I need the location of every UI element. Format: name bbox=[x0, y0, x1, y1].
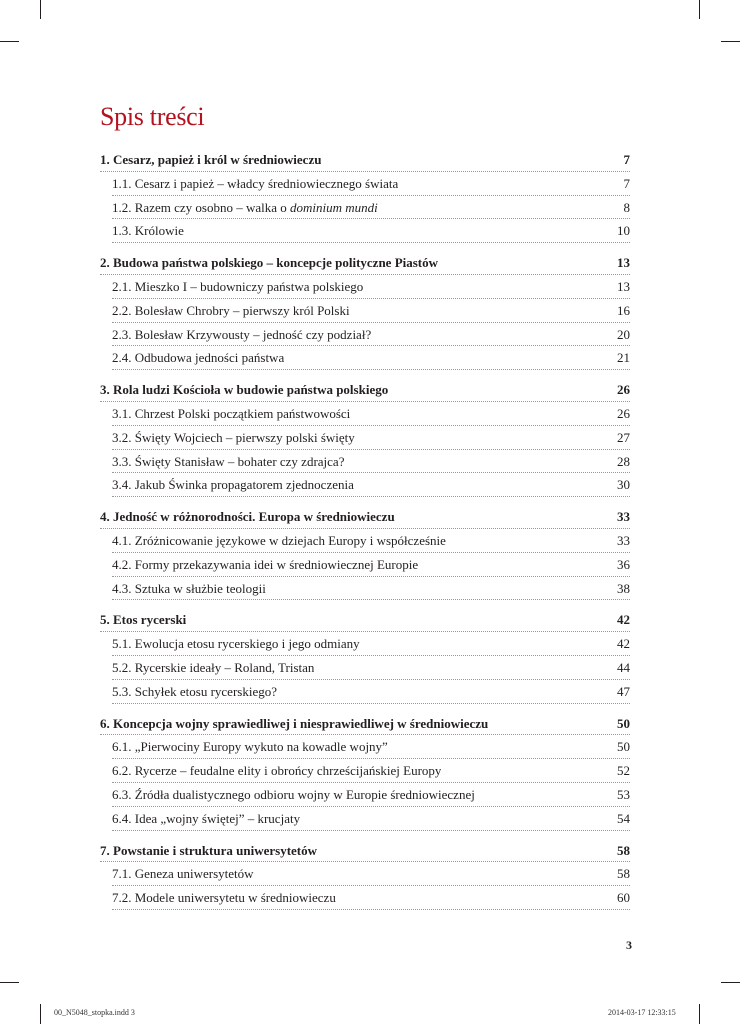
section-title: 6.3. Źródła dualistycznego odbioru wojny w Europie średniowiecznej bbox=[112, 786, 475, 802]
section-title: 5.2. Rycerskie ideały – Roland, Tristan bbox=[112, 659, 315, 675]
section-page-number: 52 bbox=[617, 763, 630, 779]
section-page-number: 16 bbox=[617, 302, 630, 318]
section-title-text bbox=[112, 553, 418, 577]
toc-section-entry[interactable] bbox=[112, 299, 630, 323]
section-title-text bbox=[112, 196, 378, 220]
section-title: 1.2. Razem czy osobno – walka o bbox=[112, 199, 290, 215]
toc-section-entry[interactable] bbox=[112, 577, 630, 601]
toc-chapter-entry[interactable] bbox=[100, 505, 630, 529]
section-title-text bbox=[112, 426, 355, 450]
toc-chapter-entry[interactable] bbox=[100, 608, 630, 632]
section-title-text bbox=[112, 807, 300, 831]
section-title-text bbox=[112, 323, 371, 347]
crop-mark-top-right-v bbox=[699, 0, 700, 19]
section-title-italic: dominium mundi bbox=[289, 199, 378, 215]
section-title: 7.2. Modele uniwersytetu w średniowieczu bbox=[112, 890, 336, 906]
chapter-page-number: 13 bbox=[617, 255, 630, 271]
section-title: 7.1. Geneza uniwersytetów bbox=[112, 866, 254, 882]
section-page-number: 33 bbox=[617, 532, 630, 548]
section-title: 1.1. Cesarz i papież – władcy średniowiecznego świata bbox=[112, 175, 399, 191]
toc-chapter bbox=[100, 378, 630, 497]
section-title-text bbox=[112, 346, 284, 370]
section-title-text bbox=[112, 886, 336, 910]
section-title-text bbox=[112, 735, 388, 759]
chapter-page-number: 33 bbox=[617, 509, 630, 525]
crop-mark-bottom-right-v bbox=[699, 1004, 700, 1024]
crop-mark-top-left-v bbox=[40, 0, 41, 19]
toc-chapter bbox=[100, 839, 630, 910]
chapter-page-number: 7 bbox=[623, 152, 630, 167]
slug-file-info: 00_N5048_stopka.indd 3 bbox=[54, 1008, 135, 1017]
section-title: 6.4. Idea „wojny świętej” – krucjaty bbox=[112, 810, 301, 826]
toc-section-entry[interactable] bbox=[112, 172, 630, 196]
section-title-text bbox=[112, 275, 363, 299]
section-page-number: 26 bbox=[617, 405, 630, 421]
section-page-number: 54 bbox=[617, 810, 630, 826]
toc-chapter-entry[interactable] bbox=[100, 378, 630, 402]
chapter-title: 4. Jedność w różnorodności. Europa w średniowieczu bbox=[100, 509, 395, 525]
section-title: 4.1. Zróżnicowanie językowe w dziejach Europy i współcześnie bbox=[112, 532, 446, 548]
section-title-text bbox=[112, 862, 254, 886]
toc-section-entry[interactable] bbox=[112, 473, 630, 497]
chapter-title: 6. Koncepcja wojny sprawiedliwej i niesprawiedliwej w średniowieczu bbox=[100, 715, 489, 731]
toc-section-entry[interactable] bbox=[112, 553, 630, 577]
toc-section-entry[interactable] bbox=[112, 656, 630, 680]
section-title-text bbox=[112, 529, 446, 553]
section-page-number: 13 bbox=[617, 278, 630, 294]
section-title-text bbox=[112, 632, 360, 656]
section-title: 4.2. Formy przekazywania idei w średniowiecznej Europie bbox=[112, 556, 419, 572]
crop-mark-bottom-right-h bbox=[721, 982, 740, 983]
toc-chapter bbox=[100, 148, 630, 243]
section-page-number: 20 bbox=[617, 326, 630, 342]
toc-chapter bbox=[100, 712, 630, 831]
section-page-number: 21 bbox=[617, 350, 630, 366]
section-title: 4.3. Sztuka w służbie teologii bbox=[112, 580, 266, 596]
crop-mark-bottom-left-v bbox=[40, 1004, 41, 1024]
chapter-title: 7. Powstanie i struktura uniwersytetów bbox=[100, 842, 318, 858]
section-title: 2.3. Bolesław Krzywousty – jedność czy podział? bbox=[112, 326, 372, 342]
section-title-text bbox=[112, 680, 277, 704]
toc-section-entry[interactable] bbox=[112, 735, 630, 759]
toc-chapter bbox=[100, 505, 630, 600]
toc-chapter-entry[interactable] bbox=[100, 148, 630, 172]
toc-section-entry[interactable] bbox=[112, 426, 630, 450]
section-title-text bbox=[112, 172, 398, 196]
section-page-number: 53 bbox=[617, 786, 630, 802]
section-title: 5.1. Ewolucja etosu rycerskiego i jego odmiany bbox=[112, 636, 360, 652]
section-title-text bbox=[112, 299, 350, 323]
chapter-page-number: 58 bbox=[617, 842, 630, 858]
toc-section-entry[interactable] bbox=[112, 783, 630, 807]
chapter-page-number: 26 bbox=[617, 382, 630, 398]
section-title: 2.2. Bolesław Chrobry – pierwszy król Polski bbox=[112, 302, 350, 318]
toc-chapter bbox=[100, 608, 630, 703]
section-title-text bbox=[112, 219, 184, 243]
section-page-number: 7 bbox=[623, 175, 630, 191]
section-page-number: 27 bbox=[617, 429, 630, 445]
toc-section-entry[interactable] bbox=[112, 346, 630, 370]
crop-mark-top-right-h bbox=[721, 41, 740, 42]
section-title-text bbox=[112, 656, 314, 680]
section-page-number: 50 bbox=[617, 739, 630, 755]
section-page-number: 42 bbox=[617, 636, 630, 652]
section-title: 6.2. Rycerze – feudalne elity i obrońcy chrześcijańskiej Europy bbox=[112, 763, 442, 779]
section-page-number: 44 bbox=[617, 659, 630, 675]
section-title: 3.3. Święty Stanisław – bohater czy zdrajca? bbox=[112, 453, 345, 469]
section-title: 2.1. Mieszko I – budowniczy państwa polskiego bbox=[112, 278, 364, 294]
section-title-text bbox=[112, 450, 344, 474]
section-title: 3.2. Święty Wojciech – pierwszy polski święty bbox=[112, 429, 355, 445]
chapter-title: 2. Budowa państwa polskiego – koncepcje polityczne Piastów bbox=[100, 255, 439, 271]
page-title: Spis treści bbox=[100, 102, 205, 131]
section-title: 6.1. „Pierwociny Europy wykuto na kowadle wojny” bbox=[112, 739, 388, 755]
section-page-number: 47 bbox=[617, 683, 630, 699]
toc-section-entry[interactable] bbox=[112, 323, 630, 347]
section-page-number: 36 bbox=[617, 556, 630, 572]
section-page-number: 28 bbox=[617, 453, 630, 469]
section-page-number: 60 bbox=[617, 890, 630, 906]
toc-chapter-entry[interactable] bbox=[100, 712, 630, 736]
toc-section-entry[interactable] bbox=[112, 680, 630, 704]
section-title-text bbox=[112, 473, 354, 497]
toc-section-entry[interactable] bbox=[112, 219, 630, 243]
section-title-text bbox=[112, 783, 475, 807]
toc-chapter bbox=[100, 251, 630, 370]
toc-chapter-entry[interactable] bbox=[100, 251, 630, 275]
section-page-number: 8 bbox=[623, 199, 630, 215]
chapter-page-number: 50 bbox=[617, 715, 630, 731]
section-title: 5.3. Schyłek etosu rycerskiego? bbox=[112, 683, 277, 699]
section-page-number: 38 bbox=[617, 580, 630, 596]
crop-mark-bottom-left-h bbox=[0, 982, 19, 983]
section-title: 3.1. Chrzest Polski początkiem państwowości bbox=[112, 405, 351, 421]
toc-section-entry[interactable] bbox=[112, 807, 630, 831]
toc-section-entry[interactable] bbox=[112, 886, 630, 910]
toc-section-entry[interactable] bbox=[112, 632, 630, 656]
chapter-page-number: 42 bbox=[617, 612, 630, 628]
section-title-text bbox=[112, 402, 350, 426]
section-page-number: 30 bbox=[617, 477, 630, 493]
chapter-title: 1. Cesarz, papież i król w średniowieczu bbox=[100, 152, 322, 167]
slug-timestamp: 2014-03-17 12:33:15 bbox=[608, 1008, 676, 1017]
section-page-number: 58 bbox=[617, 866, 630, 882]
section-title: 1.3. Królowie bbox=[112, 223, 184, 239]
toc-section-entry[interactable] bbox=[112, 450, 630, 474]
section-title: 2.4. Odbudowa jedności państwa bbox=[112, 350, 285, 366]
chapter-title: 3. Rola ludzi Kościoła w budowie państwa polskiego bbox=[100, 382, 389, 398]
toc-chapter-entry[interactable] bbox=[100, 839, 630, 863]
toc-section-entry[interactable] bbox=[112, 529, 630, 553]
toc-section-entry[interactable] bbox=[112, 196, 630, 220]
table-of-contents bbox=[100, 148, 630, 918]
toc-section-entry[interactable] bbox=[112, 759, 630, 783]
section-page-number: 10 bbox=[617, 223, 630, 239]
section-title-text bbox=[112, 577, 266, 601]
crop-mark-top-left-h bbox=[0, 41, 19, 42]
section-title-text bbox=[112, 759, 441, 783]
chapter-title: 5. Etos rycerski bbox=[100, 612, 187, 628]
toc-section-entry[interactable] bbox=[112, 275, 630, 299]
section-title: 3.4. Jakub Świnka propagatorem zjednoczenia bbox=[112, 477, 354, 493]
page-number: 3 bbox=[626, 938, 632, 952]
toc-section-entry[interactable] bbox=[112, 862, 630, 886]
toc-section-entry[interactable] bbox=[112, 402, 630, 426]
